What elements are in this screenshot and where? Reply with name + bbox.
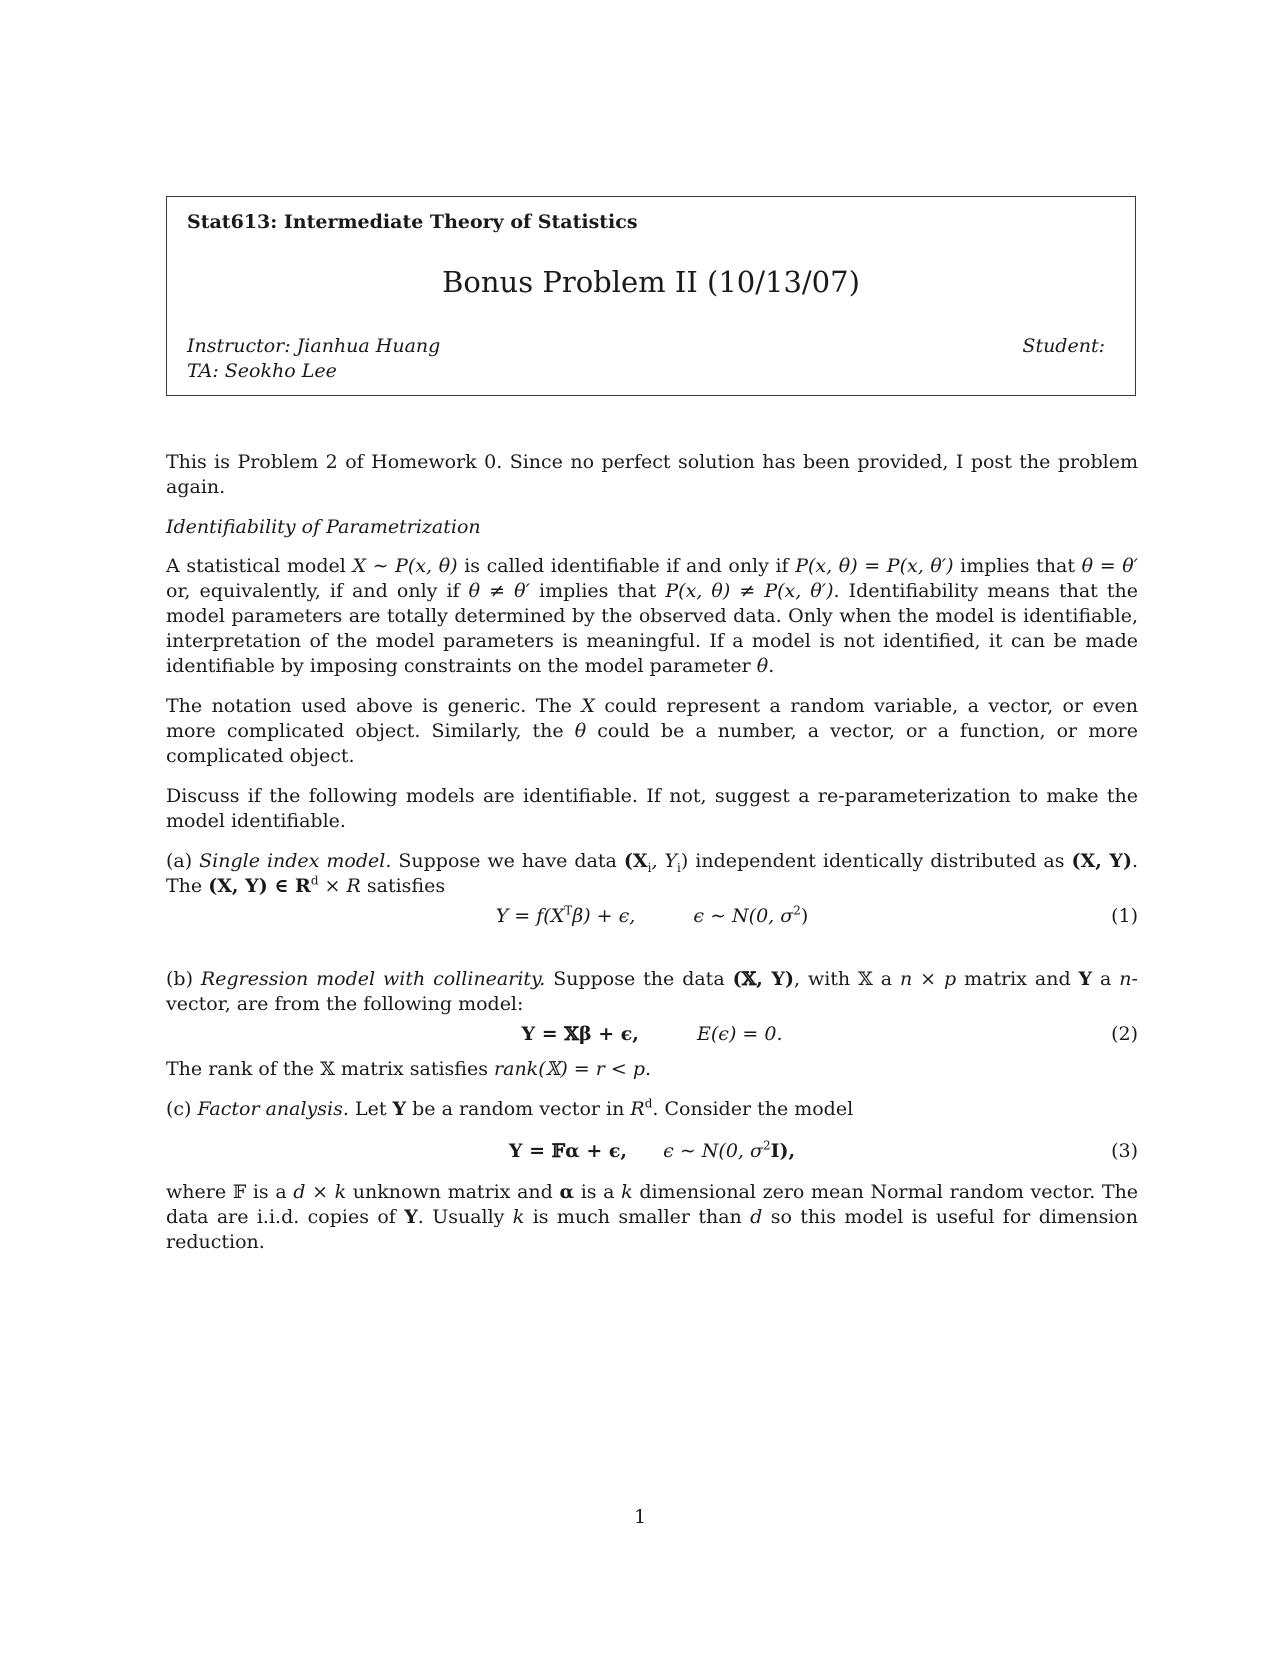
discussion-prompt: Discuss if the following models are identifiable. If not, suggest a re-parameterization to make the model identifiable.: [166, 785, 1138, 832]
page-number: 1: [633, 1506, 647, 1528]
factor-analysis-description: where 𝔽 is a d × k unknown matrix and α is a k dimensional zero mean Normal random vector. The data are i.i.d. copies of Y. Usually k is much smaller than d so this model is useful for dimension reduction.: [166, 1181, 1139, 1253]
equation-1: $Y = f(X^T\beta) + \epsilon$, ϵ ∼ N(0, $\sigma^2$) (1): [495, 903, 1138, 927]
equation-number-3: (3): [1111, 1140, 1138, 1162]
student-label: Student:: [1022, 335, 1105, 357]
part-a-text: (a) Single index model. Suppose we have data ($X_i$, $Y_i$) independent identically distributed as (X, Y). The (X, Y) ∈ $R^d \times R$ satisfies: [166, 850, 1139, 897]
equation-2: Y = 𝕏β + ϵ, E(ϵ) = 0. (2): [521, 1023, 1138, 1045]
equation-number-2: (2): [1111, 1023, 1138, 1045]
section-heading: Identifiability of Parametrization: [166, 516, 481, 538]
header-box: [166, 196, 1136, 396]
equation-3: Y = 𝔽α + ϵ, ϵ ∼ N(0, $\sigma^2I$), (3): [508, 1138, 1138, 1162]
instructor-name: Instructor: Jianhua Huang: [187, 335, 441, 357]
part-b-text: (b) Regression model with collinearity. Suppose the data (𝕏, Y), with 𝕏 a n × p matrix and Y a n-vector, are from the following model:: [166, 968, 1138, 1015]
document-title: Bonus Problem II (10/13/07): [442, 265, 860, 299]
part-c-text: (c) Factor analysis. Let Y be a random vector in $R^d$. Consider the model: [166, 1096, 854, 1120]
course-title: Stat613: Intermediate Theory of Statistics: [187, 211, 638, 233]
body-text: [166, 450, 1138, 1270]
notation-paragraph: The notation used above is generic. The X could represent a random variable, a vector, or even more complicated object. Similarly, the θ could be a number, a vector, or a function, or more complicated object.: [166, 695, 1138, 767]
ta-name: TA: Seokho Lee: [187, 360, 337, 382]
identifiability-definition: A statistical model X ∼ P(x, θ) is called identifiable if and only if P(x, θ) = P(x, θ′) implies that θ = θ′ or, equivalently, if and only if θ ≠ θ′ implies that P(x, θ) ≠ P(x, θ′). Identifiability means that the model parameters are totally determined by the observed data. Only when the model is identifiable, interpretation of the model parameters is meaningful. If a model is not identified, it can be made identifiable by imposing constraints on the model parameter θ.: [166, 555, 1139, 677]
rank-condition: The rank of the 𝕏 matrix satisfies rank(𝕏) = r < p.: [166, 1058, 652, 1080]
intro-paragraph: This is Problem 2 of Homework 0. Since no perfect solution has been provided, I post the problem again.: [166, 451, 1138, 498]
equation-number-1: (1): [1111, 905, 1138, 927]
